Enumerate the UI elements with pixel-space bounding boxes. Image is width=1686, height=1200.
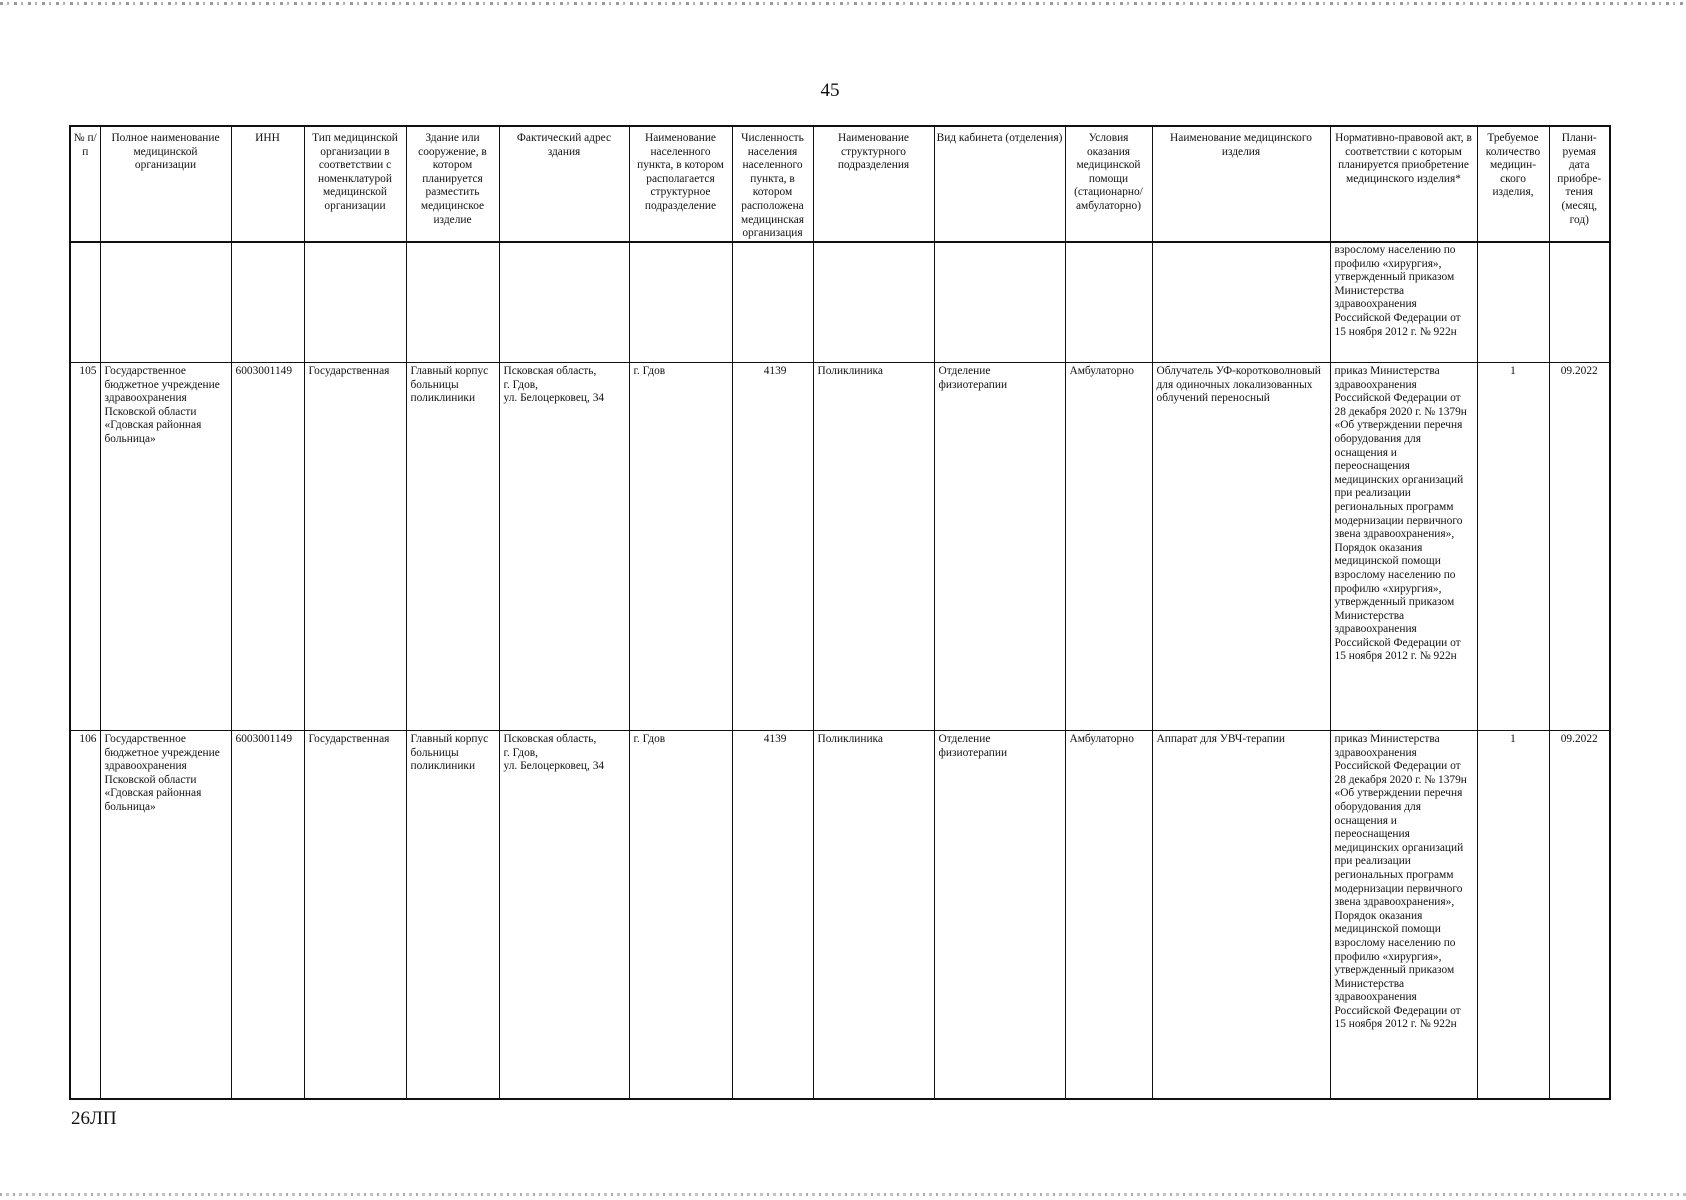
cell-empty	[934, 242, 1065, 363]
cell-building: Главный корпус больницы поликлиники	[406, 731, 499, 1100]
cell-empty	[499, 242, 629, 363]
cell-locality: г. Гдов	[629, 363, 732, 731]
cell-legal-act: приказ Министерства здравоохранения Российской Федерации от 28 декабря 2020 г. № 1379н «Об утверждении перечня оборудования для оснащения и переоснащения медицинских организаций при реализации региональных программ модернизации первичного звена здравоохранения», Порядок оказания медицинской помощи взрослому населению по профилю «хирургия», утвержденный приказом Министерства здравоохранения Российской Федерации от 15 ноября 2012 г. № 922н	[1330, 731, 1477, 1100]
cell-conditions: Амбулаторно	[1065, 731, 1152, 1100]
cell-empty	[231, 242, 304, 363]
cell-org-name: Государственное бюджетное учреждение здравоохранения Псковской области «Гдовская районная больница»	[100, 731, 231, 1100]
cell-empty	[1549, 242, 1610, 363]
document-code: 26ЛП	[71, 1108, 117, 1129]
page-number: 45	[820, 80, 840, 101]
header-building: Здание или сооружение, в котором планируется разместить медицинское изделие	[406, 126, 499, 242]
cell-org-name: Государственное бюджетное учреждение здравоохранения Псковской области «Гдовская районная больница»	[100, 363, 231, 731]
cell-date: 09.2022	[1549, 731, 1610, 1100]
cell-empty	[732, 242, 813, 363]
cell-unit: Поликлиника	[813, 363, 934, 731]
cell-device: Аппарат для УВЧ-терапии	[1152, 731, 1330, 1100]
header-unit: Наименование структурного подразделения	[813, 126, 934, 242]
header-device: Наименование медицинского изделия	[1152, 126, 1330, 242]
cell-locality: г. Гдов	[629, 731, 732, 1100]
header-address: Фактический адрес здания	[499, 126, 629, 242]
header-legal-act: Нормативно-правовой акт, в соответствии с которым планируется приобретение медицинского изделия*	[1330, 126, 1477, 242]
header-cabinet: Вид кабинета (отделения)	[934, 126, 1065, 242]
cell-population: 4139	[732, 363, 813, 731]
cell-num: 106	[70, 731, 100, 1100]
header-conditions: Условия оказания медицинской помощи (стационарно/ амбулаторно)	[1065, 126, 1152, 242]
cell-empty	[1477, 242, 1549, 363]
equipment-registry-table	[69, 125, 1611, 1100]
cell-inn: 6003001149	[231, 731, 304, 1100]
header-org-type: Тип медицинской организации в соответствии с номенклатурой медицинской организации	[304, 126, 406, 242]
cell-quantity: 1	[1477, 363, 1549, 731]
cell-empty	[1065, 242, 1152, 363]
header-num: № п/п	[70, 126, 100, 242]
cell-quantity: 1	[1477, 731, 1549, 1100]
cell-cabinet: Отделение физиотерапии	[934, 731, 1065, 1100]
cell-date: 09.2022	[1549, 363, 1610, 731]
cell-empty	[70, 242, 100, 363]
header-org-name: Полное наименование медицинской организации	[100, 126, 231, 242]
header-quantity: Требуемое количество медицин-ского изделия,	[1477, 126, 1549, 242]
cell-empty	[100, 242, 231, 363]
table-row-continuation	[70, 242, 1610, 363]
cell-population: 4139	[732, 731, 813, 1100]
cell-empty	[629, 242, 732, 363]
cell-empty	[304, 242, 406, 363]
cell-legal-act-continuation: взрослому населению по профилю «хирургия», утвержденный приказом Министерства здравоохранения Российской Федерации от 15 ноября 2012 г. № 922н	[1330, 242, 1477, 363]
cell-address: Псковская область, г. Гдов, ул. Белоцерковец, 34	[499, 731, 629, 1100]
cell-address: Псковская область, г. Гдов, ул. Белоцерковец, 34	[499, 363, 629, 731]
cell-device: Облучатель УФ-коротковолновый для одиночных локализованных облучений переносный	[1152, 363, 1330, 731]
table-row	[70, 363, 1610, 731]
header-locality: Наименование населенного пункта, в котором располагается структурное подразделение	[629, 126, 732, 242]
cell-num: 105	[70, 363, 100, 731]
cell-empty	[1152, 242, 1330, 363]
cell-building: Главный корпус больницы поликлиники	[406, 363, 499, 731]
cell-empty	[406, 242, 499, 363]
scan-edge-top	[0, 2, 1686, 5]
cell-org-type: Государственная	[304, 731, 406, 1100]
cell-empty	[813, 242, 934, 363]
cell-org-type: Государственная	[304, 363, 406, 731]
cell-cabinet: Отделение физиотерапии	[934, 363, 1065, 731]
cell-unit: Поликлиника	[813, 731, 934, 1100]
header-inn: ИНН	[231, 126, 304, 242]
cell-legal-act: приказ Министерства здравоохранения Российской Федерации от 28 декабря 2020 г. № 1379н «Об утверждении перечня оборудования для оснащения и переоснащения медицинских организаций при реализации региональных программ модернизации первичного звена здравоохранения», Порядок оказания медицинской помощи взрослому населению по профилю «хирургия», утвержденный приказом Министерства здравоохранения Российской Федерации от 15 ноября 2012 г. № 922н	[1330, 363, 1477, 731]
scan-edge-bottom	[0, 1193, 1686, 1196]
header-row	[70, 126, 1610, 242]
cell-inn: 6003001149	[231, 363, 304, 731]
table-row	[70, 731, 1610, 1100]
cell-conditions: Амбулаторно	[1065, 363, 1152, 731]
header-date: Плани-руемая дата приобре-тения (месяц, год)	[1549, 126, 1610, 242]
header-population: Численность населения населенного пункта, в котором расположена медицинская организация	[732, 126, 813, 242]
